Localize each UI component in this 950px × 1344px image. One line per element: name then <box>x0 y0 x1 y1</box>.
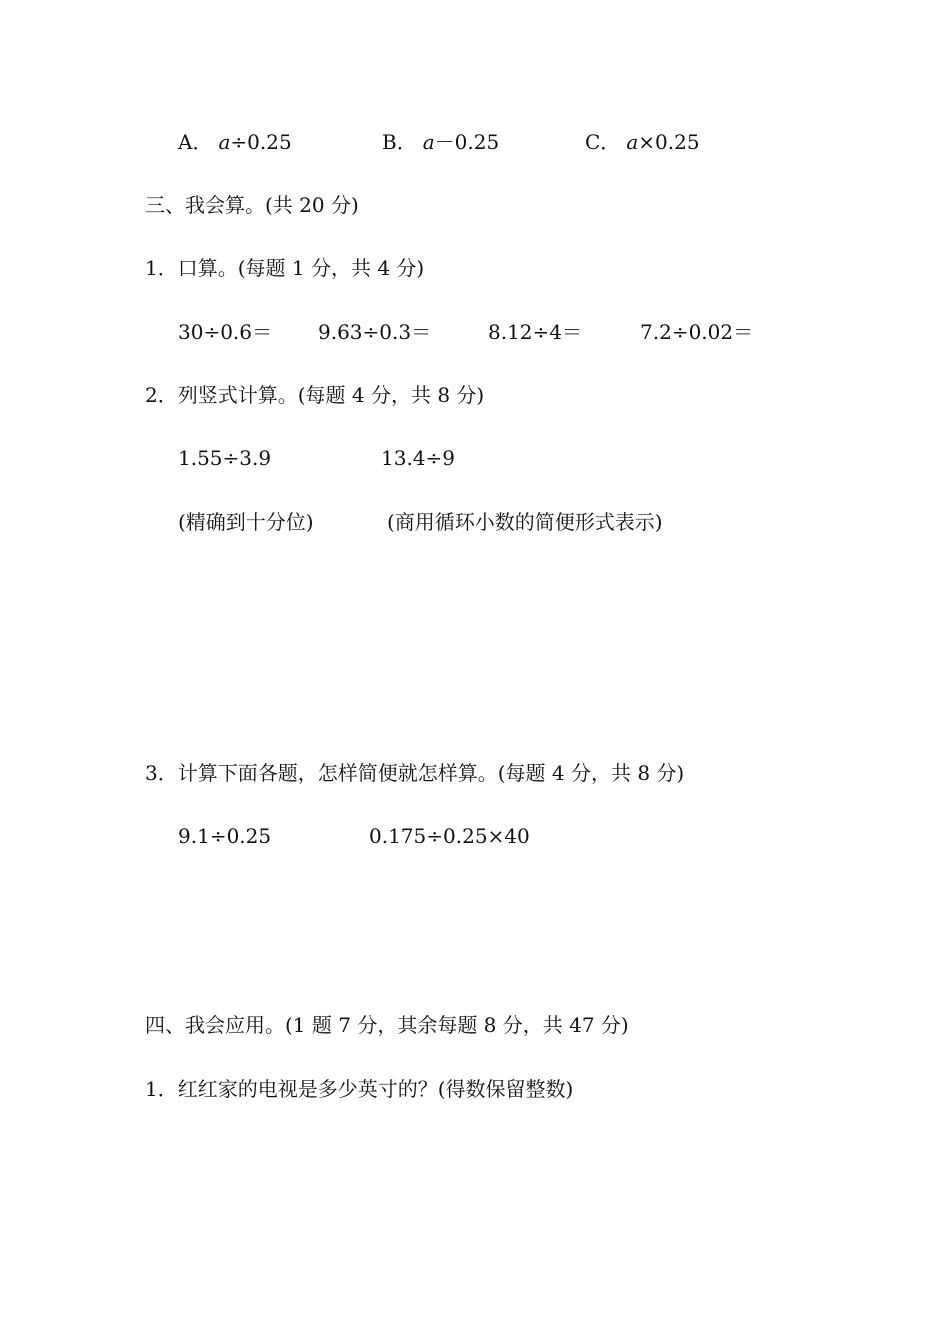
choice-c-expression: ×0.25 <box>638 130 700 154</box>
vertical-calc-note: (精确到十分位) <box>178 510 314 534</box>
choice-c-letter: C． <box>585 130 621 154</box>
choice-b-variable: a <box>422 130 435 154</box>
section3-heading: 三、我会算。(共 20 分) <box>145 193 359 217</box>
vertical-calc-item: 13.4÷9 <box>381 446 456 470</box>
section3-q2-title: 2．列竖式计算。(每题 4 分，共 8 分) <box>145 383 485 407</box>
choice-c <box>585 130 700 154</box>
vertical-calc-item: 1.55÷3.9 <box>178 446 272 470</box>
choice-a-variable: a <box>218 130 231 154</box>
mental-math-item: 8.12÷4＝ <box>488 320 583 344</box>
simplify-calc-item: 9.1÷0.25 <box>178 824 272 848</box>
mental-math-item: 30÷0.6＝ <box>178 320 273 344</box>
choice-b <box>382 130 499 154</box>
choice-a-expression: ÷0.25 <box>230 130 292 154</box>
vertical-calc-note: (商用循环小数的简便形式表示) <box>387 510 663 534</box>
section3-q3-title: 3．计算下面各题，怎样简便就怎样算。(每题 4 分，共 8 分) <box>145 761 685 785</box>
choice-a-letter: A． <box>178 130 213 154</box>
section4-q1-title: 1．红红家的电视是多少英寸的？(得数保留整数) <box>145 1077 574 1101</box>
choice-c-variable: a <box>626 130 639 154</box>
choice-b-expression: －0.25 <box>434 130 500 154</box>
choice-b-letter: B． <box>382 130 417 154</box>
section4-heading: 四、我会应用。(1 题 7 分，其余每题 8 分，共 47 分) <box>145 1013 629 1037</box>
simplify-calc-item: 0.175÷0.25×40 <box>369 824 530 848</box>
mental-math-item: 9.63÷0.3＝ <box>318 320 432 344</box>
mental-math-item: 7.2÷0.02＝ <box>640 320 754 344</box>
section3-q1-title: 1．口算。(每题 1 分，共 4 分) <box>145 256 425 280</box>
choice-a <box>178 130 292 154</box>
